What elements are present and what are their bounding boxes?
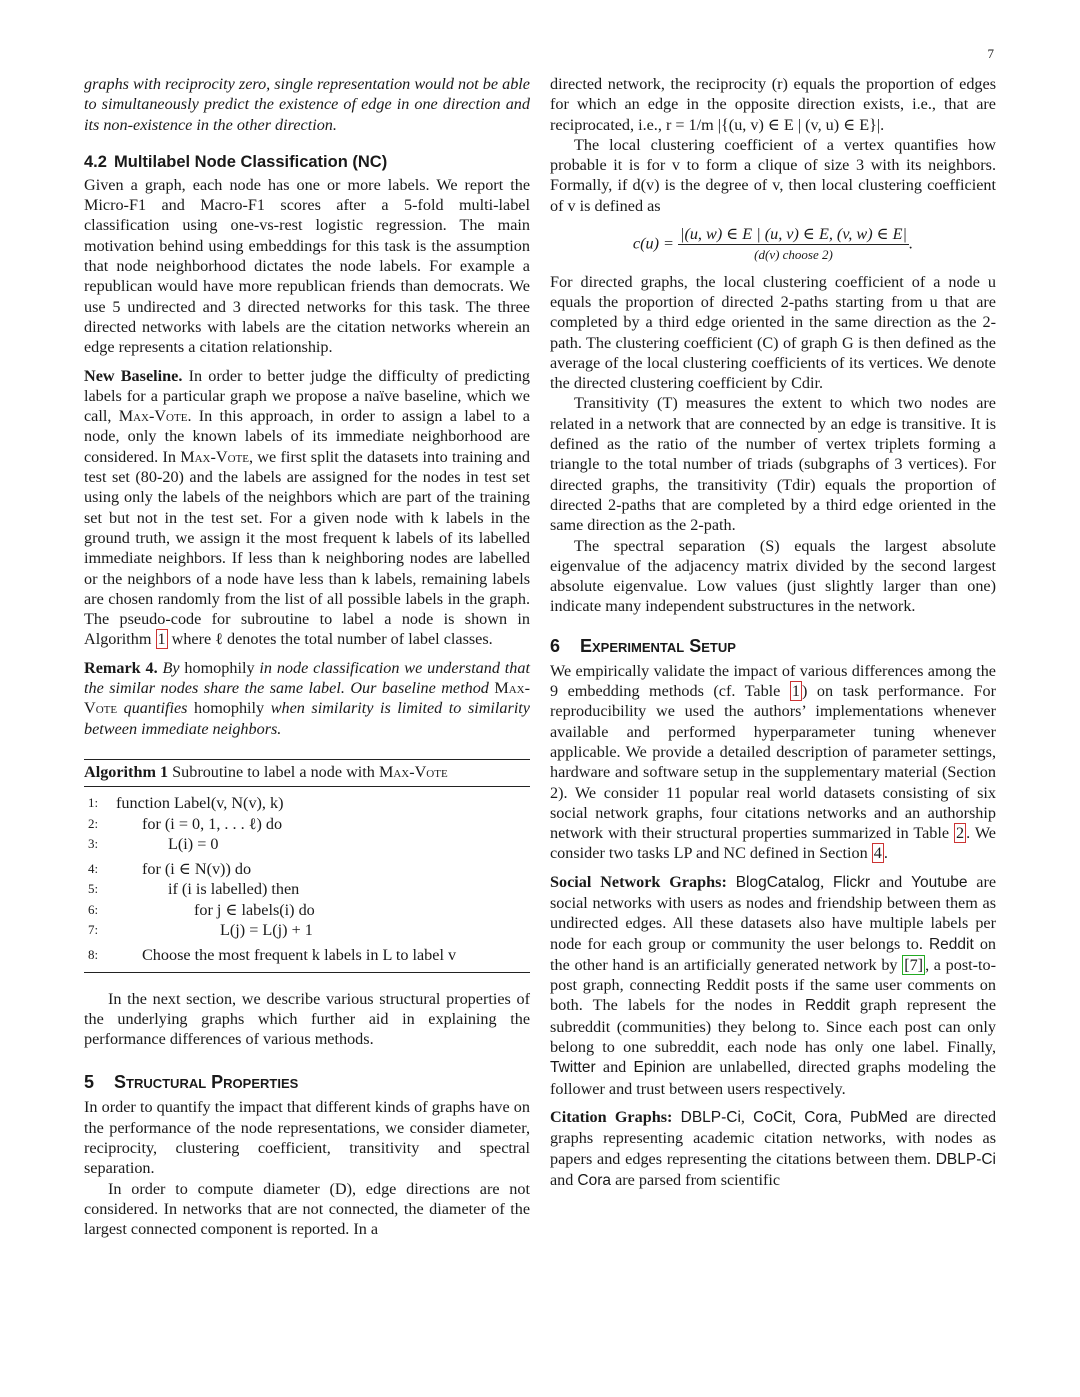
section-5-heading: 5 Structural Properties [84, 1072, 299, 1093]
page-number: 7 [987, 46, 994, 61]
line-text: function Label(v, N(v), k) [116, 794, 284, 813]
section-title: Multilabel Node Classification (NC) [114, 152, 388, 171]
algorithm-line [88, 793, 530, 813]
line-number: 7: [88, 921, 99, 937]
section-6-body: We empirically validate the impact of various differences among the 9 embedding methods (cf. Table 1 ) on task performance. For reproducibility we used the authors’ implementations whenever available and performed hyperparameter tuning whenever applicable. We provide a detailed description of parameter settings, hardware and software setup in the supplementary material (Section 2). We consider 11 popular real world datasets consisting of six social network graphs, four citations networks and an authorship network with their structural properties summarized in Table 2 . We consider two tasks LP and NC defined in Section 4 . [550, 661, 996, 863]
carryover-paragraph: graphs with reciprocity zero, single representation would not be able to simultaneously predict the existence of edge in one direction and its non-existence in the other direction. [84, 75, 530, 134]
section-title: Structural Properties [114, 1072, 299, 1093]
social-network-paragraph: Social Network Graphs: BlogCatalog, Flickr and Youtube are social networks with users as nodes and friendship between them as undirected edges. All these datasets also have multiple labels per node for each group or community the user belongs to. Reddit on the other hand is an artificially generated network by [7] , a post-to-post graph, connecting Reddit posts if the same user comments on both. The labels for the nodes in Reddit graph represent the subreddit (communities) they belong to. Since each post can only belong to one subreddit, each node has only one label. Finally, Twitter and Epinion are unlabelled, directed graphs modeling the follower and trust between users respectively. [550, 872, 997, 1098]
next-section-intro: In the next section, we describe various structural properties of the underlying graphs which further aid in explaining the performance differences of various methods. [84, 989, 530, 1049]
line-number: 1: [88, 795, 99, 811]
algorithm-line [88, 814, 530, 834]
clustering-formula: c(u) = $\frac{|(u, w) \in E | (u, v) \in E, (v, w) \in E|}{\text{(d(v) choose 2)}}$ . [550, 224, 996, 266]
algorithm-line [88, 920, 530, 940]
algorithm-line [88, 859, 530, 879]
spectral-paragraph: The spectral separation (S) equals the largest absolute eigenvalue of the adjacency matrix divided by the second largest absolute eigenvalue. Low values (just slightly larger than one) indicate many independent substructures in the network. [550, 536, 996, 616]
reciprocity-paragraph: directed network, the reciprocity (r) equals the proportion of edges for which an edge in the opposite direction exists, i.e., that are reciprocated, i.e., r = 1/m |{(u, v) ∈ E | (v, u) ∈ E}|. [550, 75, 996, 134]
citation-7-link[interactable]: [7] [904, 955, 924, 974]
line-number: 5: [88, 881, 99, 897]
algorithm-1-link[interactable]: 1 [157, 630, 166, 649]
algorithm-line [88, 945, 530, 965]
algorithm-body [84, 787, 530, 971]
line-text: for j ∈ labels(i) do [194, 900, 315, 919]
algorithm-line [88, 834, 530, 854]
right-column [550, 74, 996, 1191]
new-baseline-paragraph: New Baseline. In order to better judge the difficulty of predicting labels for a particular graph we propose a naïve baseline, which we call, Max-Vote. In this approach, in order to assign a label to a node, only the known labels of its immediate neighborhood are considered. In Max-Vote, we first split the datasets into training and test set (80-20) and the labels are assigned for the nodes in test set using only the labels of the neighbors which are part of the training set but not in the test set. For a given node with k labels in the ground truth, we assign it the most frequent k labels of its labelled immediate neighbors. If less than k neighboring nodes are labelled or the neighbors of a node have less than k labels, remaining labels are chosen randomly from the list of all possible labels in the graph. The pseudo-code for subroutine to label a node is shown in Algorithm 1 where ℓ denotes the total number of label classes. [84, 366, 531, 649]
line-number: 6: [88, 901, 99, 917]
line-number: 2: [88, 815, 99, 831]
line-number: 3: [88, 835, 99, 851]
algorithm-line [88, 879, 530, 899]
section-4-2-body: Given a graph, each node has one or more labels. We report the Micro-F1 and Macro-F1 scores after a 5-fold multi-label classification using one-vs-rest logistic regression. The main motivation behind using embeddings for this task is the assumption that node neighborhood dictates the node labels. For example a republican would have more republican friends than democrats. We use 5 undirected and 3 directed networks for this task. The three directed networks with labels are the citation networks wherein an edge represents a citation relationship. [84, 175, 530, 357]
table-1-link[interactable]: 1 [791, 682, 800, 701]
line-text: Choose the most frequent k labels in L to label v [142, 946, 457, 965]
section-5-p1: In order to quantify the impact that different kinds of graphs have on the performance of the node representations, we consider diameter, reciprocity, clustering coefficient, transitivity and spectral separation. [84, 1098, 530, 1178]
left-column [84, 74, 530, 1240]
line-text: if (i is labelled) then [168, 880, 300, 899]
formula-numerator: |(u, w) ∈ E | (u, v) ∈ E, (v, w) ∈ E| [678, 224, 909, 245]
line-text: L(i) = 0 [168, 834, 219, 853]
table-2-link[interactable]: 2 [956, 824, 965, 843]
section-title: Experimental Setup [580, 635, 736, 656]
clustering-paragraph: The local clustering coefficient of a vertex quantifies how probable it is for v to form a clique of size 3 with its neighbors. Formally, if d(v) is the degree of v, then local clustering coefficient of v is defined as [550, 135, 996, 215]
section-4-link[interactable]: 4 [873, 844, 882, 863]
section-6-heading: 6 Experimental Setup [550, 635, 736, 656]
line-text: L(j) = L(j) + 1 [220, 920, 313, 939]
line-number: 8: [88, 947, 99, 963]
section-5-p2: In order to compute diameter (D), edge directions are not considered. In networks that are not connected, the diameter of the largest connected component is reported. In a [84, 1179, 530, 1239]
transitivity-paragraph: Transitivity (T) measures the extent to which two nodes are related in a network that are connected by an edge is transitive. It is defined as the ratio of the number of vertex triplets forming a triangle to the total number of triads (subgraphs of 3 vertices). For directed graphs, the transitivity (Tdir) equals the proportion of directed 2-paths that are completed by a third edge oriented in the same direction as the 2-path. [550, 394, 996, 535]
section-4-2-heading: 4.2 Multilabel Node Classification (NC) [84, 152, 388, 171]
remark-4: Remark 4. By homophily in node classification we understand that the similar nodes share the same label. Our baseline method Max-Vote quantifies homophily when similarity is limited to similarity between immediate neighbors. [84, 658, 530, 738]
directed-clustering-paragraph: For directed graphs, the local clustering coefficient of a node u equals the proportion of directed 2-paths starting from u that are completed by a third edge oriented in the same direction as the 2-path. The clustering coefficient (C) of graph G is then defined as the average of the local clustering coefficients of its vertices. We denote the directed clustering coefficient by Cdir. [550, 272, 996, 393]
algorithm-1-box [84, 759, 530, 973]
line-text: for (i = 0, 1, . . . ℓ) do [142, 814, 283, 833]
algorithm-line [88, 900, 530, 920]
algorithm-title: Algorithm 1 Subroutine to label a node with Max-Vote [84, 760, 530, 787]
line-number: 4: [88, 861, 99, 877]
citation-graphs-paragraph: Citation Graphs: DBLP-Ci, CoCit, Cora, PubMed are directed graphs representing academic citation networks, with nodes as papers and edges representing the citations between them. DBLP-Ci and Cora are parsed from scientific [550, 1107, 997, 1189]
formula-denominator: (d(v) choose 2) [754, 247, 833, 263]
line-text: for (i ∈ N(v)) do [142, 860, 252, 879]
